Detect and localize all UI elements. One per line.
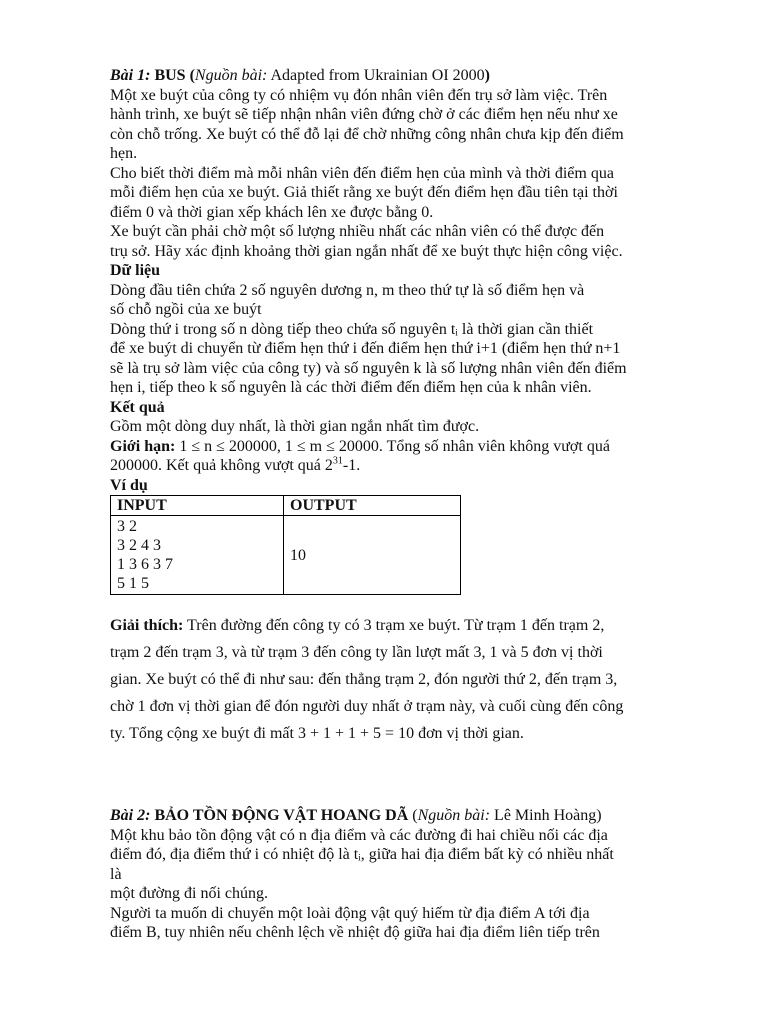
statement-line: là [110,865,122,883]
input-line: Dòng thứ i trong số n dòng tiếp theo chứa số nguyên tᵢ là thời gian cần thiết [110,320,594,338]
input-line: Dòng đầu tiên chứa 2 số nguyên dương n, m theo thứ tự là số điểm hẹn và [110,281,585,299]
problem-label: Bài 2: [110,807,151,824]
statement-line: điểm B, tuy nhiên nếu chênh lệch về nhiệt độ giữa hai địa điểm liên tiếp trên [110,924,600,941]
source-text: Adapted from Ukrainian OI 2000 [267,67,485,84]
paren-close: ) [484,67,490,84]
input-column-header: INPUT [111,496,284,516]
problem-2 [110,806,710,943]
input-row: 1 3 6 3 7 [117,556,173,573]
problem-name: BUS [154,67,186,84]
explanation-line: gian. Xe buýt có thể đi như sau: đến thẳng trạm 2, đón người thứ 2, đến trạm 3, [110,671,618,688]
input-description [110,281,710,398]
statement-line: điểm đó, địa điểm thứ i có nhiệt độ là tᵢ, giữa hai địa điểm bất kỳ có nhiều nhất [110,846,614,863]
problem-1-title [110,66,710,86]
statement-line: còn chỗ trống. Xe buýt có thể đỗ lại để chờ những công nhân chưa kịp đến điểm [110,125,624,143]
limits-line-2 [110,456,710,476]
limits-text: 1 ≤ n ≤ 200000, 1 ≤ m ≤ 20000. Tổng số nhân viên không vượt quá [175,437,610,455]
input-heading: Dữ liệu [110,262,161,279]
input-cell [111,516,284,595]
limits-label: Giới hạn: [110,437,176,455]
source-text: Lê Minh Hoàng) [490,807,602,824]
input-row: 3 2 [117,518,137,535]
problem-2-title [110,806,710,826]
explanation-text: Trên đường đến công ty có 3 trạm xe buýt. Từ trạm 1 đến trạm 2, [183,617,605,634]
statement-line: một đường đi nối chúng. [110,885,269,902]
statement-line: hẹn. [110,145,138,162]
output-column-header: OUTPUT [284,496,461,516]
statement-line: điểm 0 và thời gian xếp khách lên xe được bằng 0. [110,203,434,221]
input-line: để xe buýt di chuyển từ điểm hẹn thứ i đến điểm hẹn thứ i+1 (điểm hẹn thứ n+1 [110,340,621,357]
explanation-line: chờ 1 đơn vị thời gian để đón người duy nhất ở trạm này, và cuối cùng đến công [110,698,624,715]
explanation-line: trạm 2 đến trạm 3, và từ trạm 3 đến công ty lần lượt mất 3, 1 và 5 đơn vị thời [110,644,603,661]
limits-exponent: 31 [332,455,343,467]
input-line: hẹn i, tiếp theo k số nguyên là các thời điểm đến điểm hẹn của k nhân viên. [110,379,592,396]
problem-1 [110,66,710,747]
statement-line: mỗi điểm hẹn của xe buýt. Giả thiết rằng xe buýt đến điểm hẹn đầu tiên tại thời [110,184,618,201]
source-label: Nguồn bài: [194,67,268,84]
source-label: Nguồn bài: [417,807,491,824]
statement-line: Một xe buýt của công ty có nhiệm vụ đón nhân viên đến trụ sở làm việc. Trên [110,86,608,104]
statement-line: hành trình, xe buýt sẽ tiếp nhận nhân viên đứng chờ ở các điểm hẹn nếu như xe [110,106,618,123]
explanation-line [110,612,710,639]
table-row [111,516,461,595]
limits-text-2: 200000. Kết quả không vượt quá 2 [110,457,333,474]
statement-line: Một khu bảo tồn động vật có n địa điểm và các đường đi hai chiều nối các địa [110,826,608,844]
input-row: 5 1 5 [117,575,149,592]
explanation-line: ty. Tổng cộng xe buýt đi mất 3 + 1 + 1 + 5 = 10 đơn vị thời gian. [110,725,524,742]
problem-1-statement [110,86,710,262]
input-line: số chỗ ngồi của xe buýt [110,301,262,318]
problem-name: BẢO TỒN ĐỘNG VẬT HOANG DÃ [154,807,409,824]
output-cell: 10 [284,516,461,595]
explanation [110,612,710,747]
explanation-label: Giải thích: [110,617,184,634]
example-heading: Ví dụ [110,476,148,494]
paren-open: ( [408,807,418,824]
statement-line: Xe buýt cần phải chờ một số lượng nhiều nhất các nhân viên có thể được đến [110,223,605,240]
problem-label: Bài 1: [110,67,151,84]
problem-2-statement [110,826,710,943]
input-row: 3 2 4 3 [117,537,161,554]
table-header-row [111,496,461,516]
example-table [110,495,461,595]
paren-open: ( [185,67,195,84]
statement-line: trụ sở. Hãy xác định khoảng thời gian ngắn nhất để xe buýt thực hiện công việc. [110,242,623,260]
output-heading: Kết quả [110,398,165,416]
limits-text-3: -1. [342,457,361,474]
statement-line: Cho biết thời điểm mà mỗi nhân viên đến điểm hẹn của mình và thời điểm qua [110,164,614,182]
statement-line: Người ta muốn di chuyển một loài động vật quý hiếm từ địa điểm A tới địa [110,904,590,922]
limits-line-1 [110,437,710,457]
output-description: Gồm một dòng duy nhất, là thời gian ngắn nhất tìm được. [110,418,480,435]
input-line: sẽ là trụ sở làm việc của công ty) và số nguyên k là số lượng nhân viên đến điểm [110,359,627,377]
